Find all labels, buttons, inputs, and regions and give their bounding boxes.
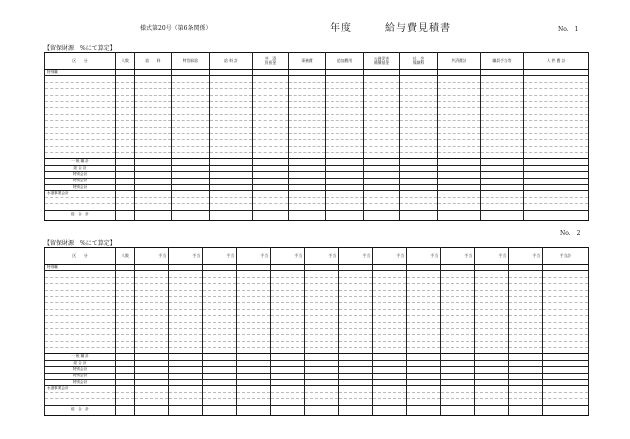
table-cell (407, 405, 441, 415)
row-label-cell: 水道事業会計 (45, 386, 116, 392)
row-label-cell: 特別職 (45, 70, 116, 76)
table-cell (475, 405, 509, 415)
table-cell (116, 405, 135, 415)
row-label-cell: 総 合 計 (45, 360, 116, 366)
header-cell: 手当 (237, 248, 271, 265)
row-label-cell: 総 合 計 (45, 165, 116, 171)
table-cell (135, 210, 172, 220)
header-cell: 手当計 (543, 248, 589, 265)
table-row (45, 210, 589, 220)
header-cell: 手当 (509, 248, 543, 265)
page-number-1: No. 1 (558, 26, 579, 33)
header-cell: 職員手当等 (481, 53, 524, 70)
table-cell (364, 210, 400, 220)
table-cell (481, 210, 524, 220)
salary-table-1 (44, 52, 589, 221)
header-cell: 手当 (135, 248, 169, 265)
row-label-cell: 水道事業会計 (45, 191, 116, 197)
row-label-cell: 特別会計 (45, 185, 116, 191)
header-cell: 追加費用 (326, 53, 364, 70)
header-cell: 人 件 費 計 (524, 53, 589, 70)
row-label-cell: 総 合 計 (45, 210, 116, 220)
table-cell (305, 405, 339, 415)
table-cell (172, 210, 210, 220)
header-cell: 区 分 (45, 248, 116, 265)
row-label-cell: 特別会計 (45, 367, 116, 373)
header-cell: 手当 (441, 248, 475, 265)
section2-label: 【留保財源 %にて算定】 (44, 240, 116, 247)
table-cell (237, 405, 271, 415)
header-cell: 事務費 (289, 53, 326, 70)
table-cell (509, 405, 543, 415)
row-label-cell: 特別会計 (45, 380, 116, 386)
header-cell: 手当 (373, 248, 407, 265)
row-label-cell: 一 般 職 計 (45, 354, 116, 360)
header-cell: 共済費計 (438, 53, 481, 70)
header-cell: 給 料 計 (210, 53, 253, 70)
table-cell (116, 210, 135, 220)
salary-table-2 (44, 247, 589, 416)
table-cell (135, 405, 169, 415)
header-cell: 手当 (169, 248, 203, 265)
header-cell: 共 済 負担金 (253, 53, 289, 70)
row-label-cell: 一 般 職 計 (45, 159, 116, 165)
table2-header-row (45, 248, 589, 265)
header-cell: 社 会 保険料 (400, 53, 438, 70)
table-cell (253, 210, 289, 220)
table-cell (373, 405, 407, 415)
table-cell (326, 210, 364, 220)
header-cell: 給 料 (135, 53, 172, 70)
table-cell (438, 210, 481, 220)
header-cell: 手当 (475, 248, 509, 265)
table-cell (400, 210, 438, 220)
row-label-cell: 総 合 計 (45, 405, 116, 415)
table-cell (210, 210, 253, 220)
header-cell: 手当 (305, 248, 339, 265)
row-label-cell: 特別会計 (45, 172, 116, 178)
header-cell: 手当 (271, 248, 305, 265)
table-cell (441, 405, 475, 415)
table1-header-row (45, 53, 589, 70)
table-cell (203, 405, 237, 415)
header-cell: 人数 (116, 53, 135, 70)
header-cell: 特別昇給 (172, 53, 210, 70)
section1-label: 【留保財源 %にて算定】 (44, 45, 116, 52)
table-cell (524, 210, 589, 220)
header-cell: 公務災害 補償基金 (364, 53, 400, 70)
table-cell (169, 405, 203, 415)
header-cell: 人数 (116, 248, 135, 265)
row-label-cell: 特別会計 (45, 373, 116, 379)
table-cell (289, 210, 326, 220)
header-cell: 手当 (407, 248, 441, 265)
header-cell: 区 分 (45, 53, 116, 70)
table-cell (271, 405, 305, 415)
page-number-2: No. 2 (560, 230, 581, 237)
table-cell (339, 405, 373, 415)
row-label-cell: 特別職 (45, 265, 116, 271)
table-row (45, 405, 589, 415)
header-cell: 手当 (203, 248, 237, 265)
form-number: 様式第20号（第6条関係） (140, 25, 212, 32)
page-title: 年度 給与費見積書 (330, 23, 451, 34)
row-label-cell: 特別会計 (45, 178, 116, 184)
header-cell: 手当 (339, 248, 373, 265)
table-cell (543, 405, 589, 415)
